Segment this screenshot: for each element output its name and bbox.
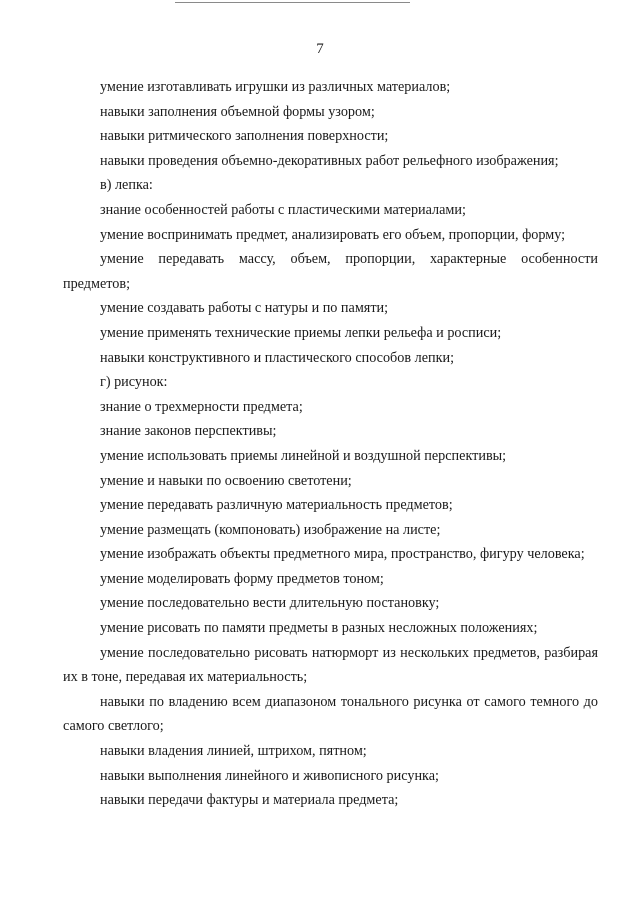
- list-item: навыки выполнения линейного и живописного рисунка;: [100, 767, 439, 784]
- list-item: умение последовательно рисовать натюрморт из нескольких предметов, разбирая их в тоне, передавая их материальность;: [63, 644, 598, 686]
- body-text: [63, 75, 598, 813]
- list-item: умение применять технические приемы лепки рельефа и росписи;: [100, 324, 502, 341]
- page-number: 7: [316, 41, 324, 57]
- list-item: навыки владения линией, штрихом, пятном;: [100, 743, 367, 760]
- list-item: умение воспринимать предмет, анализировать его объем, пропорции, форму;: [100, 226, 566, 243]
- list-item: умение рисовать по памяти предметы в разных несложных положениях;: [100, 620, 538, 637]
- list-item: навыки ритмического заполнения поверхности;: [100, 128, 389, 145]
- section-heading: в) лепка:: [100, 177, 153, 194]
- section-heading: г) рисунок:: [100, 374, 168, 391]
- list-item: навыки заполнения объемной формы узором;: [100, 103, 375, 120]
- list-item: умение последовательно вести длительную постановку;: [100, 595, 440, 612]
- list-item: умение изображать объекты предметного мира, пространство, фигуру человека;: [100, 546, 585, 563]
- list-item: умение моделировать форму предметов тоном;: [100, 570, 384, 587]
- scan-edge-line: [175, 2, 410, 3]
- list-item: навыки по владению всем диапазоном тонального рисунка от самого темного до самого светлого;: [63, 693, 598, 735]
- list-item: умение изготавливать игрушки из различных материалов;: [100, 79, 451, 95]
- list-item: умение размещать (компоновать) изображение на листе;: [100, 521, 441, 538]
- list-item: знание законов перспективы;: [100, 423, 277, 440]
- list-item: навыки конструктивного и пластического способов лепки;: [100, 349, 455, 366]
- list-item: умение и навыки по освоению светотени;: [100, 472, 352, 489]
- list-item: навыки передачи фактуры и материала предмета;: [100, 792, 399, 809]
- list-item: умение передавать массу, объем, пропорции, характерные особенности предметов;: [63, 251, 598, 292]
- list-item: умение создавать работы с натуры и по памяти;: [100, 300, 389, 317]
- list-item: знание о трехмерности предмета;: [100, 398, 303, 415]
- list-item: умение передавать различную материальность предметов;: [100, 497, 453, 514]
- list-item: умение использовать приемы линейной и воздушной перспективы;: [100, 447, 507, 464]
- list-item: навыки проведения объемно-декоративных работ рельефного изображения;: [100, 152, 559, 169]
- list-item: знание особенностей работы с пластическими материалами;: [100, 201, 466, 218]
